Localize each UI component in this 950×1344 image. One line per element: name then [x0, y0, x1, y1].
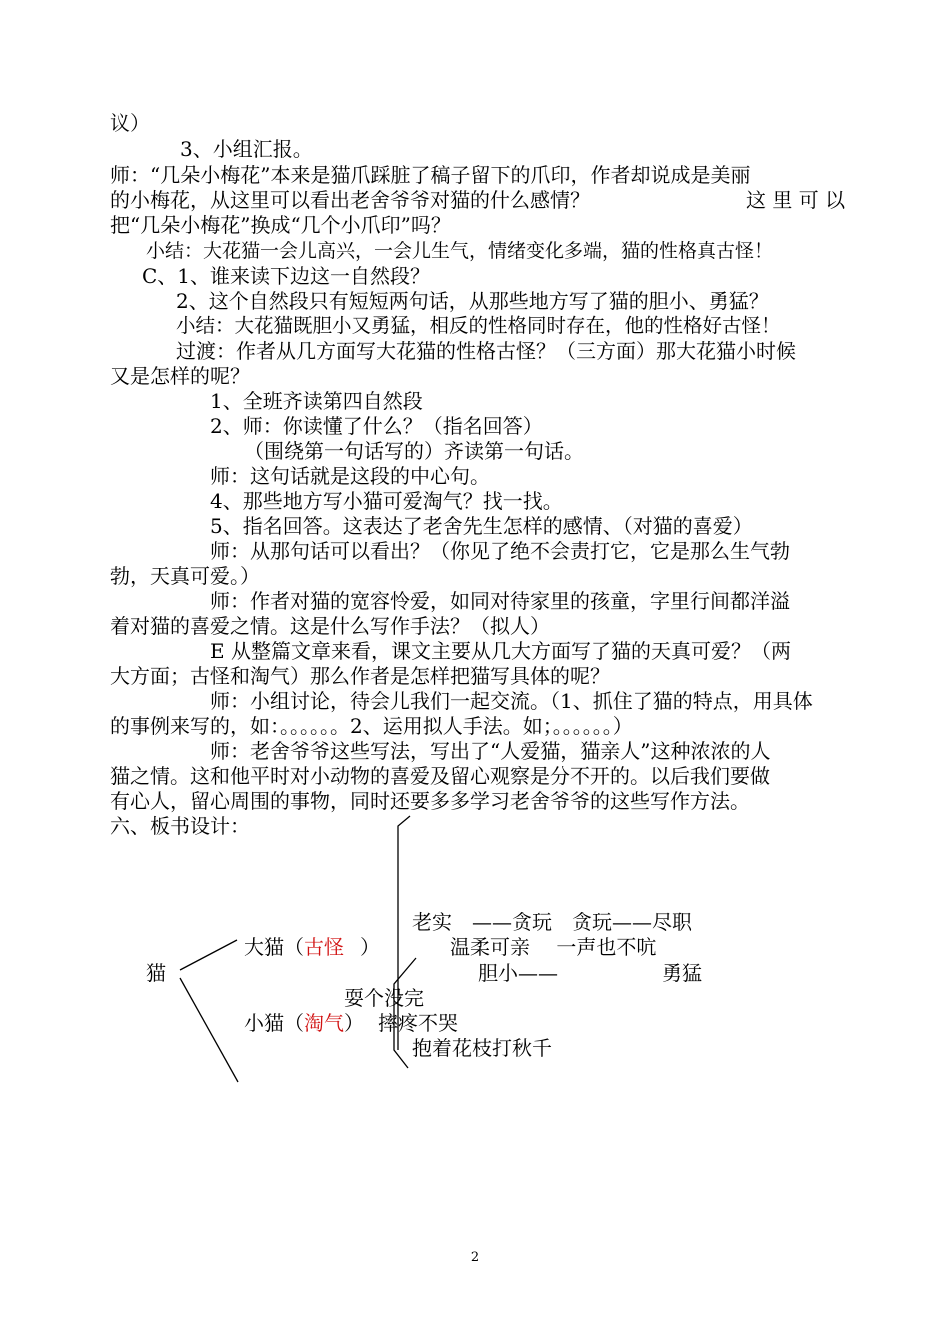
- text-line: 的小梅花，从这里可以看出老舍爷爷对猫的什么感情？: [110, 188, 590, 212]
- text-line: 2、师：你读懂了什么？（指名回答）: [210, 414, 543, 438]
- text-line: 师：“几朵小梅花”本来是猫爪踩脏了稿子留下的爪印，作者却说成是美丽: [110, 163, 751, 187]
- text-line: 师：老舍爷爷这些写法，写出了“人爱猫，猫亲人”这种浓浓的人: [210, 739, 771, 763]
- small-cat-suffix: ）: [344, 1011, 364, 1035]
- text-line: 勃，天真可爱。）: [110, 564, 260, 588]
- big-cat-row-3a: 胆小——: [478, 961, 558, 985]
- text-line: 1、全班齐读第四自然段: [210, 389, 423, 413]
- text-line: 小结：大花猫一会儿高兴，一会儿生气，情绪变化多端，猫的性格真古怪！: [146, 240, 774, 262]
- big-cat-label: [244, 934, 380, 960]
- small-cat-row-1: 耍个没完: [344, 986, 424, 1010]
- page-number: 2: [470, 1250, 480, 1265]
- text-line: C、1、谁来读下边这一自然段？: [142, 264, 431, 288]
- text-line: 5、指名回答。这表达了老舍先生怎样的感情、（对猫的喜爱）: [210, 514, 753, 538]
- text-line: 把“几朵小梅花”换成“几个小爪印”吗？: [110, 213, 451, 237]
- big-cat-trait: 古怪: [304, 935, 344, 959]
- text-line: 又是怎样的呢？: [110, 364, 250, 388]
- small-cat-row-2: 摔疼不哭: [378, 1011, 458, 1035]
- section-heading: 六、板书设计：: [110, 814, 250, 838]
- text-line: 的事例来写的，如：。。。。。。2、运用拟人手法。如；。。。。。。）: [110, 714, 633, 738]
- big-cat-row-3b: 勇猛: [662, 961, 702, 985]
- big-cat-row-1: 老实 ——贪玩 贪玩——尽职: [412, 910, 692, 934]
- text-line: 议）: [110, 111, 150, 135]
- text-line: 3、小组汇报。: [180, 137, 313, 161]
- branch-line-upper: [180, 940, 237, 970]
- big-cat-prefix: 大猫（: [244, 935, 304, 959]
- text-line: 2、这个自然段只有短短两句话，从那些地方写了猫的胆小、勇猛？: [176, 289, 769, 313]
- text-line: 这 里 可 以: [746, 188, 846, 212]
- branch-line-lower: [180, 978, 238, 1082]
- big-cat-suffix: ）: [360, 935, 380, 959]
- text-line: 4、那些地方写小猫可爱淘气？找一找。: [210, 489, 563, 513]
- text-line: 着对猫的喜爱之情。这是什么写作手法？（拟人）: [110, 614, 550, 638]
- text-line: （围绕第一句话写的）齐读第一句话。: [244, 439, 584, 463]
- big-cat-row-2: 温柔可亲 一声也不吭: [450, 935, 657, 959]
- text-line: 有心人，留心周围的事物，同时还要多多学习老舍爷爷的这些写作方法。: [110, 789, 750, 813]
- text-line: 过渡：作者从几方面写大花猫的性格古怪？（三方面）那大花猫小时候: [176, 339, 796, 363]
- text-line: E 从整篇文章来看，课文主要从几大方面写了猫的天真可爱？（两: [210, 639, 791, 663]
- text-line: 师：从那句话可以看出？（你见了绝不会责打它，它是那么生气勃: [210, 539, 790, 563]
- small-cat-label: [244, 1010, 364, 1036]
- text-line: 师：小组讨论，待会儿我们一起交流。（1、抓住了猫的特点，用具体: [210, 689, 813, 713]
- diagram-root-cat: 猫: [146, 961, 166, 985]
- text-line: 师：这句话就是这段的中心句。: [210, 464, 490, 488]
- text-line: 猫之情。这和他平时对小动物的喜爱及留心观察是分不开的。以后我们要做: [110, 764, 770, 788]
- small-cat-row-3: 抱着花枝打秋千: [412, 1036, 552, 1060]
- text-line: 师：作者对猫的宽容怜爱，如同对待家里的孩童，字里行间都洋溢: [210, 589, 790, 613]
- text-line: 小结：大花猫既胆小又勇猛，相反的性格同时存在，他的性格好古怪！: [176, 314, 781, 337]
- small-cat-prefix: 小猫（: [244, 1011, 304, 1035]
- text-line: 大方面；古怪和淘气）那么作者是怎样把猫写具体的呢？: [110, 664, 610, 688]
- small-cat-trait: 淘气: [304, 1011, 344, 1035]
